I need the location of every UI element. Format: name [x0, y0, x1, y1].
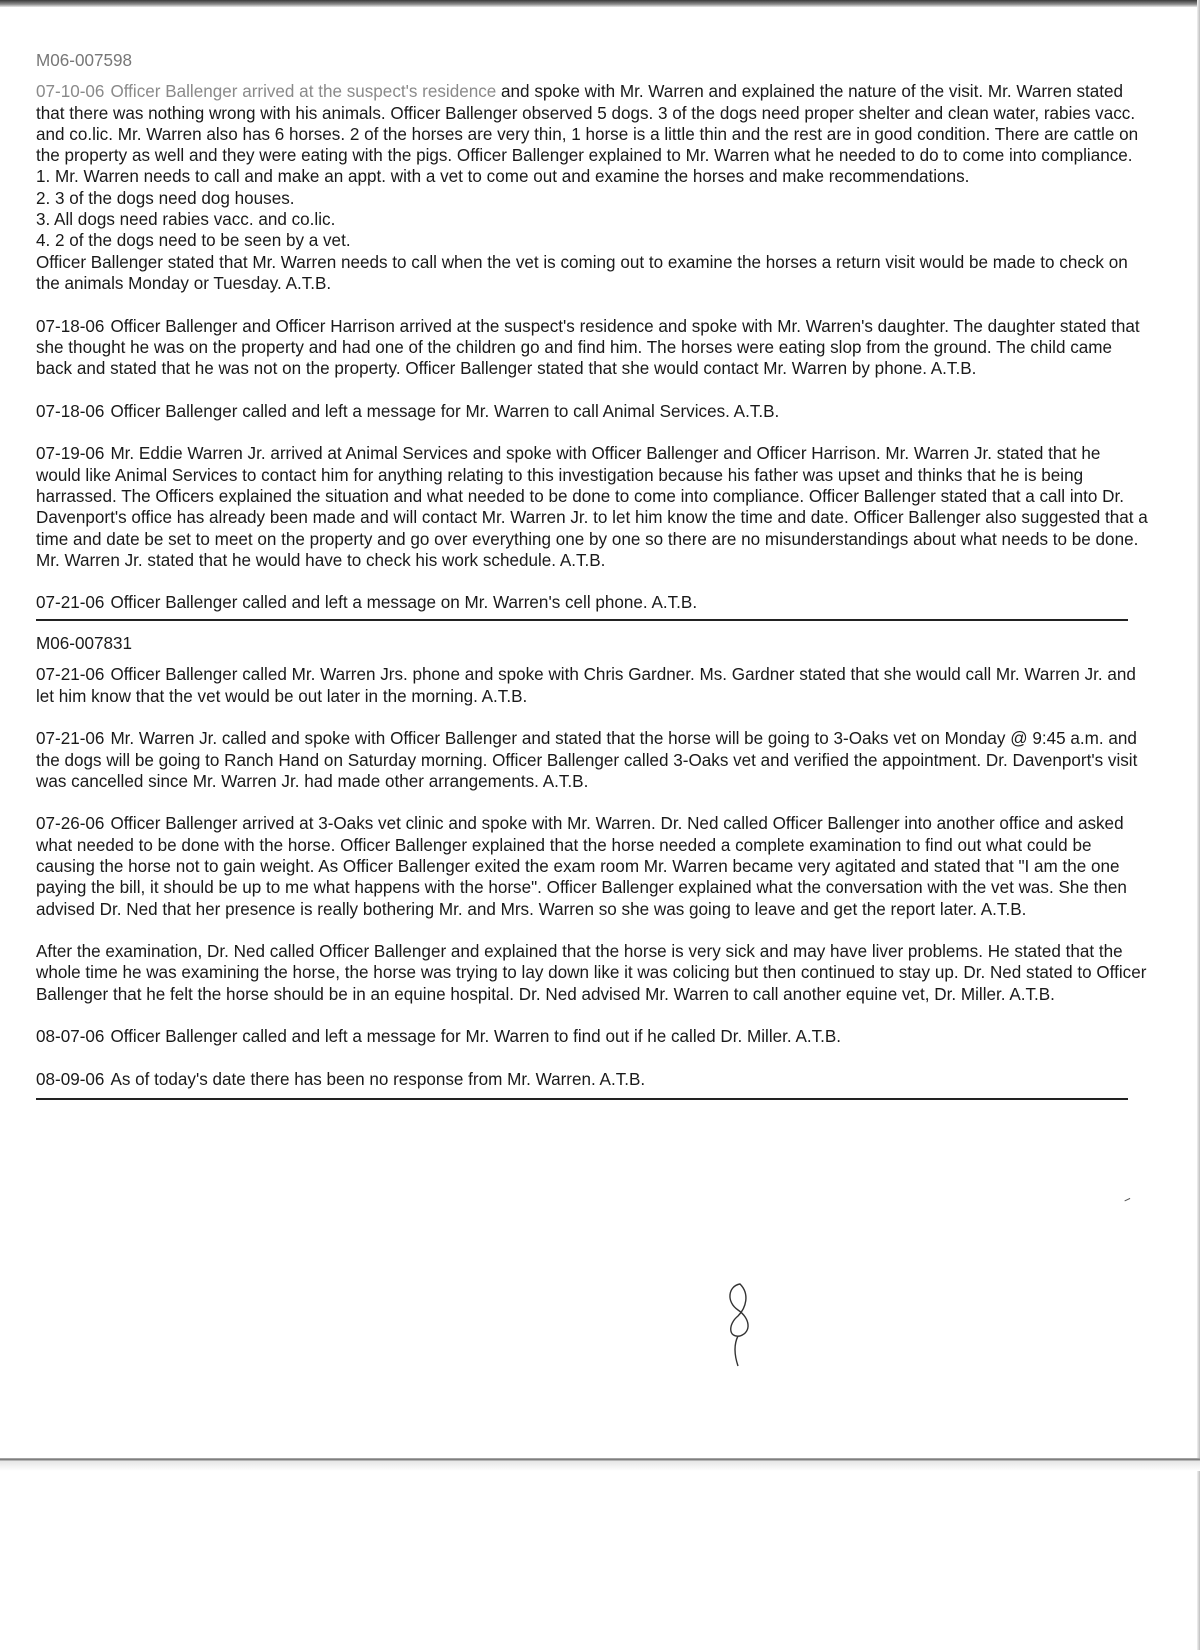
entry-date: 08-07-06 — [36, 1027, 105, 1047]
entry-text: Officer Ballenger called Mr. Warren Jrs. phone and spoke with Chris Gardner. Ms. Gardner stated that she would call Mr. Warren Jr. and let him know that the vet would be out later in the morning. A.T.B. — [36, 665, 1136, 706]
entry-text: Mr. Eddie Warren Jr. arrived at Animal Services and spoke with Officer Ballenger and Officer Harrison. Mr. Warren Jr. stated that he would like Animal Services to contact him for anything relating to this investigation because his father was upset and thinks that he is being harrassed. The Officers explained the situation and what needed to be done to come into compliance. Officer Ballenger stated that a call into Dr. Davenport's office has already been made and will contact Mr. Warren Jr. to let him know the time and date. Officer Ballenger also suggested that a time and date be set to meet on the property and go over everything one by one so there are no misunderstandings about what needs to be done. Mr. Warren Jr. stated that he would have to check his work schedule. A.T.B. — [36, 444, 1148, 570]
entry-text: Officer Ballenger called and left a message on Mr. Warren's cell phone. A.T.B. — [110, 593, 698, 613]
case-number: M06-007831 — [36, 634, 132, 654]
entry-text: As of today's date there has been no response from Mr. Warren. A.T.B. — [110, 1069, 646, 1089]
log-entry — [36, 592, 1148, 613]
log-entry — [36, 728, 1148, 792]
entry-date: 07-21-06 — [36, 729, 105, 749]
compliance-list — [36, 166, 1148, 251]
list-item: 4. 2 of the dogs need to be seen by a vet. — [36, 231, 351, 251]
log-entry — [36, 941, 1148, 1005]
entry-lead: Officer Ballenger arrived at the suspect's residence — [110, 82, 497, 102]
case-number: M06-007598 — [36, 51, 132, 70]
scan-top-edge — [0, 0, 1200, 7]
entry-text: Mr. Warren Jr. called and spoke with Officer Ballenger and stated that the horse will be going to 3-Oaks vet on Monday @ 9:45 a.m. and the dogs will be going to Ranch Hand on Saturday morning. Officer Ballenger called 3-Oaks vet and verified the appointment. Dr. Davenport's visit was cancelled since Mr. Warren Jr. had made other arrangements. A.T.B. — [36, 729, 1138, 791]
list-item: 2. 3 of the dogs need dog houses. — [36, 188, 295, 208]
entry-date: 07-10-06 — [36, 82, 105, 102]
entry-date: 07-18-06 — [36, 401, 105, 421]
section-divider — [36, 1098, 1128, 1100]
entry-date: 07-21-06 — [36, 665, 105, 685]
log-entry — [36, 443, 1148, 571]
entry-text: Officer Ballenger and Officer Harrison arrived at the suspect's residence and spoke with Mr. Warren's daughter. The daughter stated that she thought he was on the property and had one of the children go and find him. The horses were eating slop from the ground. The child came back and stated that he was not on the property. Officer Ballenger stated that she would contact Mr. Warren by phone. A.T.B. — [36, 316, 1140, 379]
entry-text: and spoke with Mr. Warren and explained the nature of the visit. Mr. Warren stated that there was nothing wrong with his animals. Officer Ballenger observed 5 dogs. 3 of the dogs need proper shelter and clean water, rabies vacc. and co.lic. Mr. Warren also has 6 horses. 2 of the horses are very thin, 1 horse is a little thin and the rest are in good condition. There are cattle on the property as well and they were eating with the pigs. Officer Ballenger explained to Mr. Warren what he needed to do to come into compliance. — [36, 82, 1139, 166]
log-entry — [36, 316, 1148, 380]
list-item: 3. All dogs need rabies vacc. and co.lic. — [36, 210, 336, 230]
entry-followup: Officer Ballenger stated that Mr. Warren needs to call when the vet is coming out to examine the horses a return visit would be made to check on the animals Monday or Tuesday. A.T.B. — [36, 252, 1128, 293]
entry-text: Officer Ballenger arrived at 3-Oaks vet clinic and spoke with Mr. Warren. Dr. Ned called Officer Ballenger into another office and asked what needed to be done with the horse. Officer Ballenger explained that the horse needed a complete examination to find out what could be causing the horse not to gain weight. As Officer Ballenger exited the exam room Mr. Warren became very agitated and stated that "I am the one paying the bill, it should be up to me what happens with the horse". Officer Ballenger explained what the conversation with the vet was. She then advised Dr. Ned that her presence is really bothering Mr. and Mrs. Warren so she was going to leave and get the report later. A.T.B. — [36, 814, 1127, 919]
stray-pen-mark — [1124, 1198, 1131, 1204]
entry-date: 07-18-06 — [36, 316, 105, 336]
log-entry — [36, 664, 1148, 707]
entry-date: 07-21-06 — [36, 593, 105, 613]
log-entry — [36, 81, 1148, 294]
entry-text: Officer Ballenger called and left a message for Mr. Warren to find out if he called Dr. Miller. A.T.B. — [110, 1027, 842, 1047]
entry-date: 07-19-06 — [36, 444, 105, 464]
handwritten-page-mark — [720, 1280, 760, 1370]
entry-text: Officer Ballenger called and left a message for Mr. Warren to call Animal Services. A.T.B. — [110, 401, 780, 421]
entry-date: 08-09-06 — [36, 1069, 105, 1089]
entry-date: 07-26-06 — [36, 814, 105, 834]
log-entry — [36, 813, 1148, 919]
log-entry — [36, 401, 1148, 422]
section-divider — [36, 619, 1128, 621]
log-entry — [36, 1026, 1148, 1047]
entry-text: After the examination, Dr. Ned called Officer Ballenger and explained that the horse is very sick and may have liver problems. He stated that the whole time he was examining the horse, the horse was trying to lay down like it was colicing but then continued to stay up. Dr. Ned stated to Officer Ballenger that he felt the horse should be in an equine hospital. Dr. Ned advised Mr. Warren to call another equine vet, Dr. Miller. A.T.B. — [36, 942, 1147, 1004]
report-document — [36, 50, 1148, 1100]
log-entry — [36, 1069, 1148, 1090]
page-fold-shadow — [0, 1461, 1200, 1471]
list-item: 1. Mr. Warren needs to call and make an appt. with a vet to come out and examine the horses and make recommendations. — [36, 167, 970, 187]
